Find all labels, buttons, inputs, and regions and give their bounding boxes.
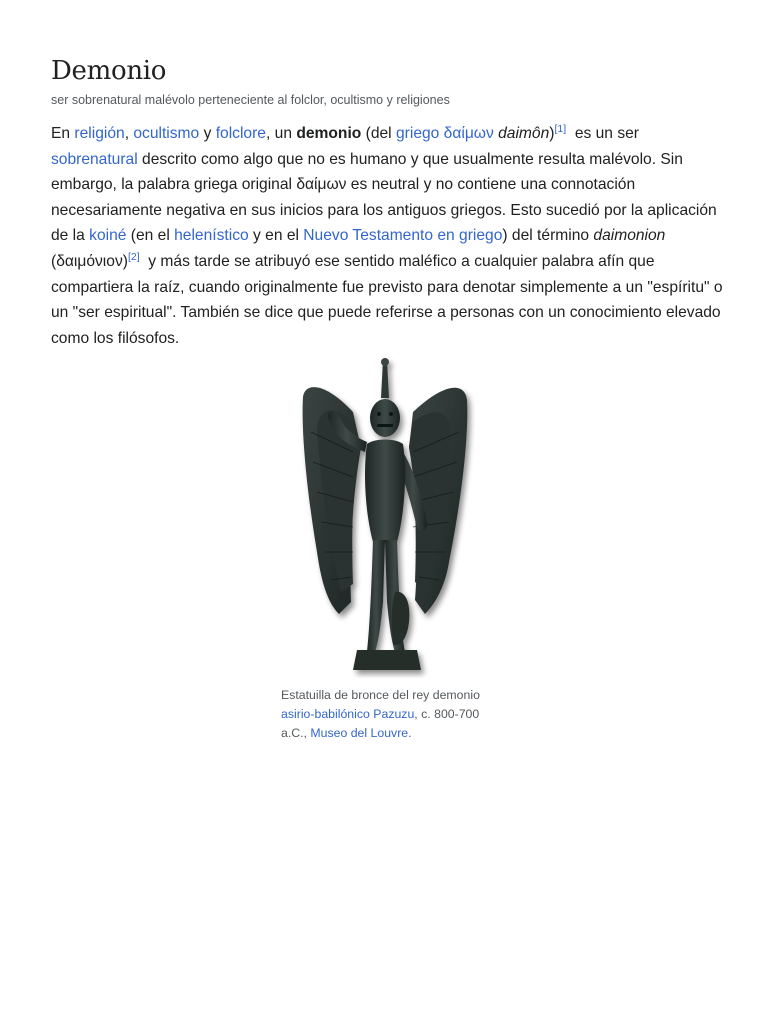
link-religion[interactable]: religión — [74, 125, 125, 142]
intro-text: ) — [549, 125, 555, 142]
term-daimonion: daimonion — [593, 227, 666, 245]
reference-2-link[interactable]: [2] — [127, 251, 140, 264]
intro-text: es un ser — [566, 125, 644, 142]
page-title: Demonio — [51, 56, 167, 86]
page-subtitle: ser sobrenatural malévolo perteneciente al folclor, ocultismo y religiones — [51, 93, 450, 107]
intro-text: y en el — [248, 227, 304, 245]
intro-text: y más tarde se atribuyó ese sentido maléfico a cualquier palabra afín que compartiera la raíz, cuando originalmente fue previsto para denotar simplemente a un "espíritu" o un "ser espiritual". También se dice que puede referirse a personas con un conocimiento elevado como los filósofos. — [51, 252, 727, 347]
intro-text: , — [124, 125, 134, 142]
intro-text: , un — [265, 125, 297, 142]
intro-text: (δαιμόνιον) — [51, 252, 128, 270]
link-ocultismo[interactable]: ocultismo — [133, 125, 200, 142]
intro-text: y — [199, 125, 216, 142]
term-daimon: daimôn — [498, 125, 550, 142]
intro-text: descrito como algo que no es humano y que usualmente resulta malévolo. Sin embargo, la palabra griega original δαίμων es neutral y no contiene una connotación necesariamente negativa en sus inicios para los antiguos griegos. Esto sucedió por la aplicación de la — [51, 150, 717, 245]
link-folclore[interactable]: folclore — [215, 125, 266, 142]
link-griego[interactable]: griego δαίμων — [395, 125, 494, 142]
statue-figure — [303, 358, 468, 670]
link-pazuzu[interactable]: asirio-babilónico Pazuzu — [281, 707, 415, 722]
intro-paragraph — [51, 121, 727, 351]
caption-text: , c. 800-700 a.C., — [281, 707, 480, 741]
link-sobrenatural[interactable]: sobrenatural — [51, 150, 138, 168]
intro-text: ) del término — [502, 227, 594, 245]
link-museo-louvre[interactable]: Museo del Louvre — [310, 726, 409, 741]
intro-text: (del — [361, 125, 396, 142]
pazuzu-statue-image[interactable] — [295, 352, 475, 678]
term-demonio: demonio — [296, 125, 362, 142]
caption-text: Estatuilla de bronce del rey demonio — [281, 688, 480, 702]
caption-text: . — [408, 726, 412, 741]
link-nuevo-testamento[interactable]: Nuevo Testamento en griego — [303, 227, 503, 245]
reference-1-link[interactable]: [1] — [554, 123, 567, 136]
figure-caption — [281, 686, 486, 744]
link-helenistico[interactable]: helenístico — [174, 227, 249, 245]
intro-text: En — [51, 125, 75, 142]
link-koine[interactable]: koiné — [89, 227, 127, 245]
intro-text: (en el — [126, 227, 175, 245]
